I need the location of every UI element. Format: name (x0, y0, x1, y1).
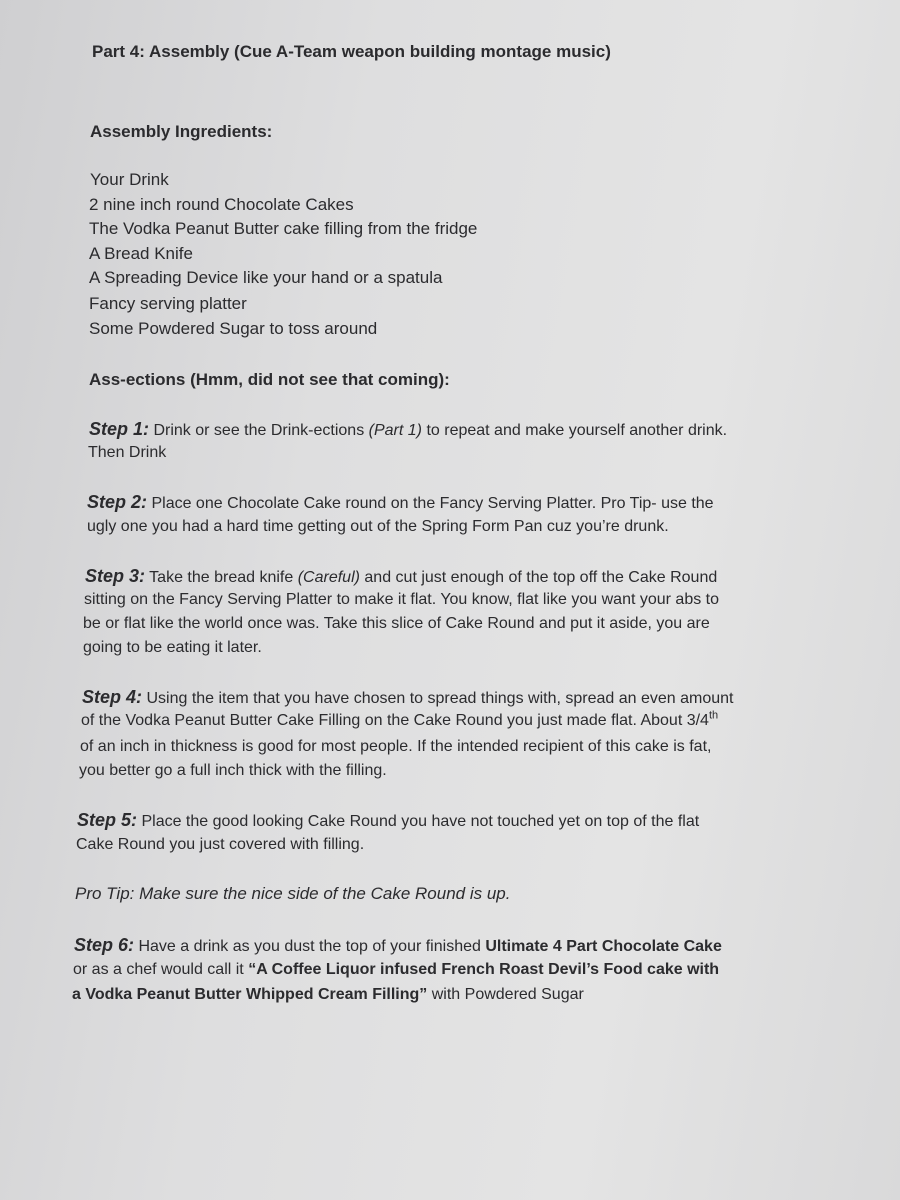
step-4: Step 4: Using the item that you have chosen to spread things with, spread an even amount (82, 687, 734, 707)
ingredient-item: Your Drink (90, 170, 169, 189)
step-1: Step 1: Drink or see the Drink-ections (Part 1) to repeat and make yourself another drink. (89, 419, 728, 439)
step-5: Step 5: Place the good looking Cake Round you have not touched yet on top of the flat (77, 810, 700, 830)
step-label: Step 3: (85, 566, 146, 586)
part-title: Part 4: Assembly (Cue A-Team weapon building montage music) (92, 42, 611, 61)
ingredient-item: A Bread Knife (89, 244, 193, 263)
step-label: Step 1: (89, 419, 150, 439)
ingredients-heading: Assembly Ingredients: (90, 122, 273, 141)
step-5-line-2: Cake Round you just covered with filling. (76, 836, 365, 853)
step-3-line-3: be or flat like the world once was. Take this slice of Cake Round and put it aside, you are (83, 615, 710, 632)
step-4-line-3: of an inch in thickness is good for most people. If the intended recipient of this cake is fat, (80, 738, 712, 755)
step-label: Step 5: (77, 810, 138, 830)
ingredient-item: A Spreading Device like your hand or a spatula (89, 268, 443, 287)
directions-heading: Ass-ections (Hmm, did not see that coming): (89, 370, 450, 389)
step-4-line-2: of the Vodka Peanut Butter Cake Filling on the Cake Round you just made flat. About 3/4th (81, 709, 719, 729)
step-6-line-2: or as a chef would call it “A Coffee Liquor infused French Roast Devil’s Food cake with (73, 961, 720, 978)
step-label: Step 6: (74, 935, 135, 955)
step-label: Step 4: (82, 687, 143, 707)
step-3: Step 3: Take the bread knife (Careful) and cut just enough of the top off the Cake Round (85, 566, 718, 586)
step-label: Step 2: (87, 492, 148, 512)
step-2-line-2: ugly one you had a hard time getting out of the Spring Form Pan cuz you’re drunk. (87, 518, 669, 535)
ingredient-item: 2 nine inch round Chocolate Cakes (89, 195, 354, 214)
pro-tip: Pro Tip: Make sure the nice side of the Cake Round is up. (75, 884, 511, 903)
step-3-line-4: going to be eating it later. (83, 639, 262, 656)
step-6-line-3: a Vodka Peanut Butter Whipped Cream Filling” with Powdered Sugar (72, 986, 584, 1003)
ingredient-item: Some Powdered Sugar to toss around (89, 319, 378, 338)
step-6: Step 6: Have a drink as you dust the top of your finished Ultimate 4 Part Chocolate Cake (74, 935, 722, 955)
step-1-line-2: Then Drink (88, 444, 167, 461)
ingredient-item: The Vodka Peanut Butter cake filling from the fridge (89, 219, 478, 238)
step-4-line-4: you better go a full inch thick with the filling. (79, 762, 387, 779)
step-3-line-2: sitting on the Fancy Serving Platter to make it flat. You know, flat like you want your abs to (84, 591, 720, 608)
step-2: Step 2: Place one Chocolate Cake round on the Fancy Serving Platter. Pro Tip- use the (87, 492, 714, 512)
ingredient-item: Fancy serving platter (89, 294, 247, 313)
